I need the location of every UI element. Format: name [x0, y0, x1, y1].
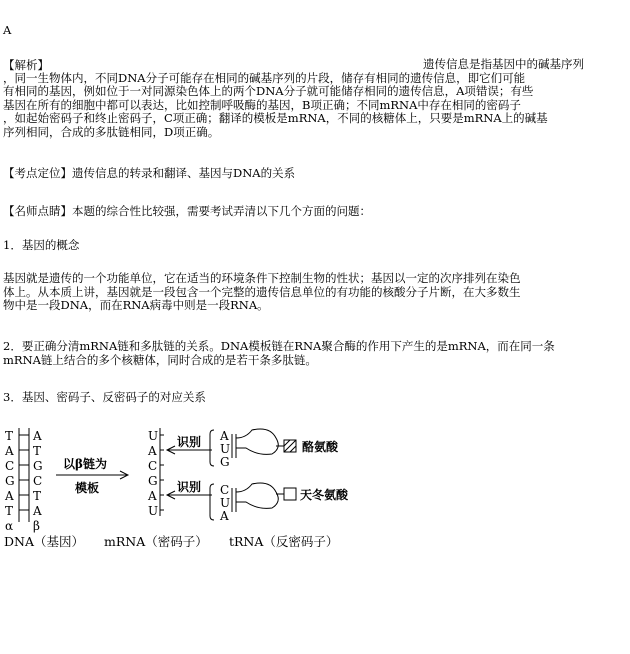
mingshi-heading: 【名师点睛】本题的综合性比较强，需要考试弄清以下几个方面的问题：	[3, 204, 371, 218]
analysis-line: 有相同的基因，例如位于一对同源染色体上的两个DNA分子就可能储存相同的遗传信息，A项错误；有些	[3, 85, 534, 98]
trna1-loop	[236, 429, 278, 454]
trna2-bracket	[210, 484, 214, 520]
amino-acid-tyr-label: 酪氨酸	[302, 440, 339, 454]
mrna-base: C	[148, 459, 158, 473]
dna-alpha-base: A	[5, 444, 14, 458]
mrna-base: U	[148, 504, 159, 518]
mrna-base-ticks	[160, 435, 164, 510]
dna-alpha-base: T	[5, 504, 14, 518]
alpha-label: α	[5, 519, 14, 533]
trna1-anticodon-base: G	[220, 455, 230, 469]
recognize-label-1: 识别	[177, 435, 202, 449]
point1-line: 体上。从本质上讲，基因就是一段包含一个完整的遗传信息单位的有功能的核酸分子片断，在大多数生	[3, 285, 521, 299]
point1-line: 物中是一段DNA，而在RNA病毒中则是一段RNA。	[3, 299, 269, 312]
mrna-base: U	[148, 429, 159, 443]
analysis-label: 【解析】	[3, 58, 49, 72]
gene-codon-diagram	[0, 424, 630, 554]
point2-line: mRNA链上结合的多个核糖体，同时合成的是若干条多肽链。	[3, 353, 317, 367]
dna-hydrogen-bonds	[19, 435, 29, 510]
dna-alpha-base: C	[5, 459, 15, 473]
amino-acid-asp-label: 天冬氨酸	[300, 488, 349, 502]
answer-text: A	[3, 23, 12, 37]
analysis-line: 基因在所有的细胞中都可以表达，比如控制呼吸酶的基因，B项正确；不同mRNA中存在相同的密码子	[3, 98, 521, 112]
dna-beta-base: G	[33, 459, 43, 473]
recognize-label-2: 识别	[177, 480, 202, 494]
trna2-anticodon-base: A	[220, 509, 229, 523]
trna1-anticodon-base: U	[220, 442, 231, 456]
mrna-base: A	[148, 444, 157, 458]
dna-beta-base: T	[33, 444, 42, 458]
dna-alpha-base: G	[5, 474, 15, 488]
dna-beta-base: A	[33, 429, 42, 443]
analysis-line: 遗传信息是指基因中的碱基序列	[423, 58, 584, 71]
point3-title: 3．基因、密码子、反密码子的对应关系	[3, 390, 206, 404]
caption-dna: DNA（基因）	[4, 534, 84, 549]
kaodian-heading: 【考点定位】遗传信息的转录和翻译、基因与DNA的关系	[3, 166, 296, 180]
analysis-line: ，同一生物体内，不同DNA分子可能存在相同的碱基序列的片段，储存有相同的遗传信息，即它们可能	[3, 71, 526, 85]
trna2-loop	[236, 483, 278, 508]
trna2-stem	[232, 488, 236, 512]
dna-alpha-base: T	[5, 429, 14, 443]
point2-paragraph	[3, 340, 627, 367]
dna-beta-base: T	[33, 489, 42, 503]
caption-mrna: mRNA（密码子）	[104, 534, 208, 549]
trna2-anticodon-base: U	[220, 496, 231, 510]
template-text-2: 模板	[75, 481, 100, 495]
point2-line: 2．要正确分清mRNA链和多肽链的关系。DNA模板链在RNA聚合酶的作用下产生的是mRNA，而在同一条	[3, 340, 555, 353]
amino-acid-tyr-hatch	[284, 440, 296, 452]
beta-label: β	[33, 519, 40, 533]
point1-title: 1．基因的概念	[3, 238, 80, 252]
analysis-paragraph	[3, 58, 627, 139]
dna-beta-base: A	[33, 504, 42, 518]
analysis-line: 序列相同，合成的多肽链相同，D项正确。	[3, 125, 220, 139]
dna-alpha-base: A	[5, 489, 14, 503]
dna-beta-base: C	[33, 474, 43, 488]
trna1-bracket	[210, 430, 214, 466]
mrna-base: A	[148, 489, 157, 503]
trna1-anticodon-base: A	[220, 429, 229, 443]
caption-trna: tRNA（反密码子）	[229, 534, 339, 549]
trna2-anticodon-base: C	[220, 483, 230, 497]
point1-paragraph	[3, 272, 627, 313]
point1-line: 基因就是遗传的一个功能单位，它在适当的环境条件下控制生物的性状；基因以一定的次序排列在染色	[3, 272, 521, 285]
mrna-base: G	[148, 474, 158, 488]
amino-acid-asp-box	[284, 488, 296, 500]
template-text-1: 以β链为	[63, 457, 107, 471]
trna1-stem	[232, 434, 236, 458]
analysis-line: ，如起始密码子和终止密码子，C项正确；翻译的模板是mRNA，不同的核糖体上，只要是mRNA上的碱基	[3, 112, 548, 125]
